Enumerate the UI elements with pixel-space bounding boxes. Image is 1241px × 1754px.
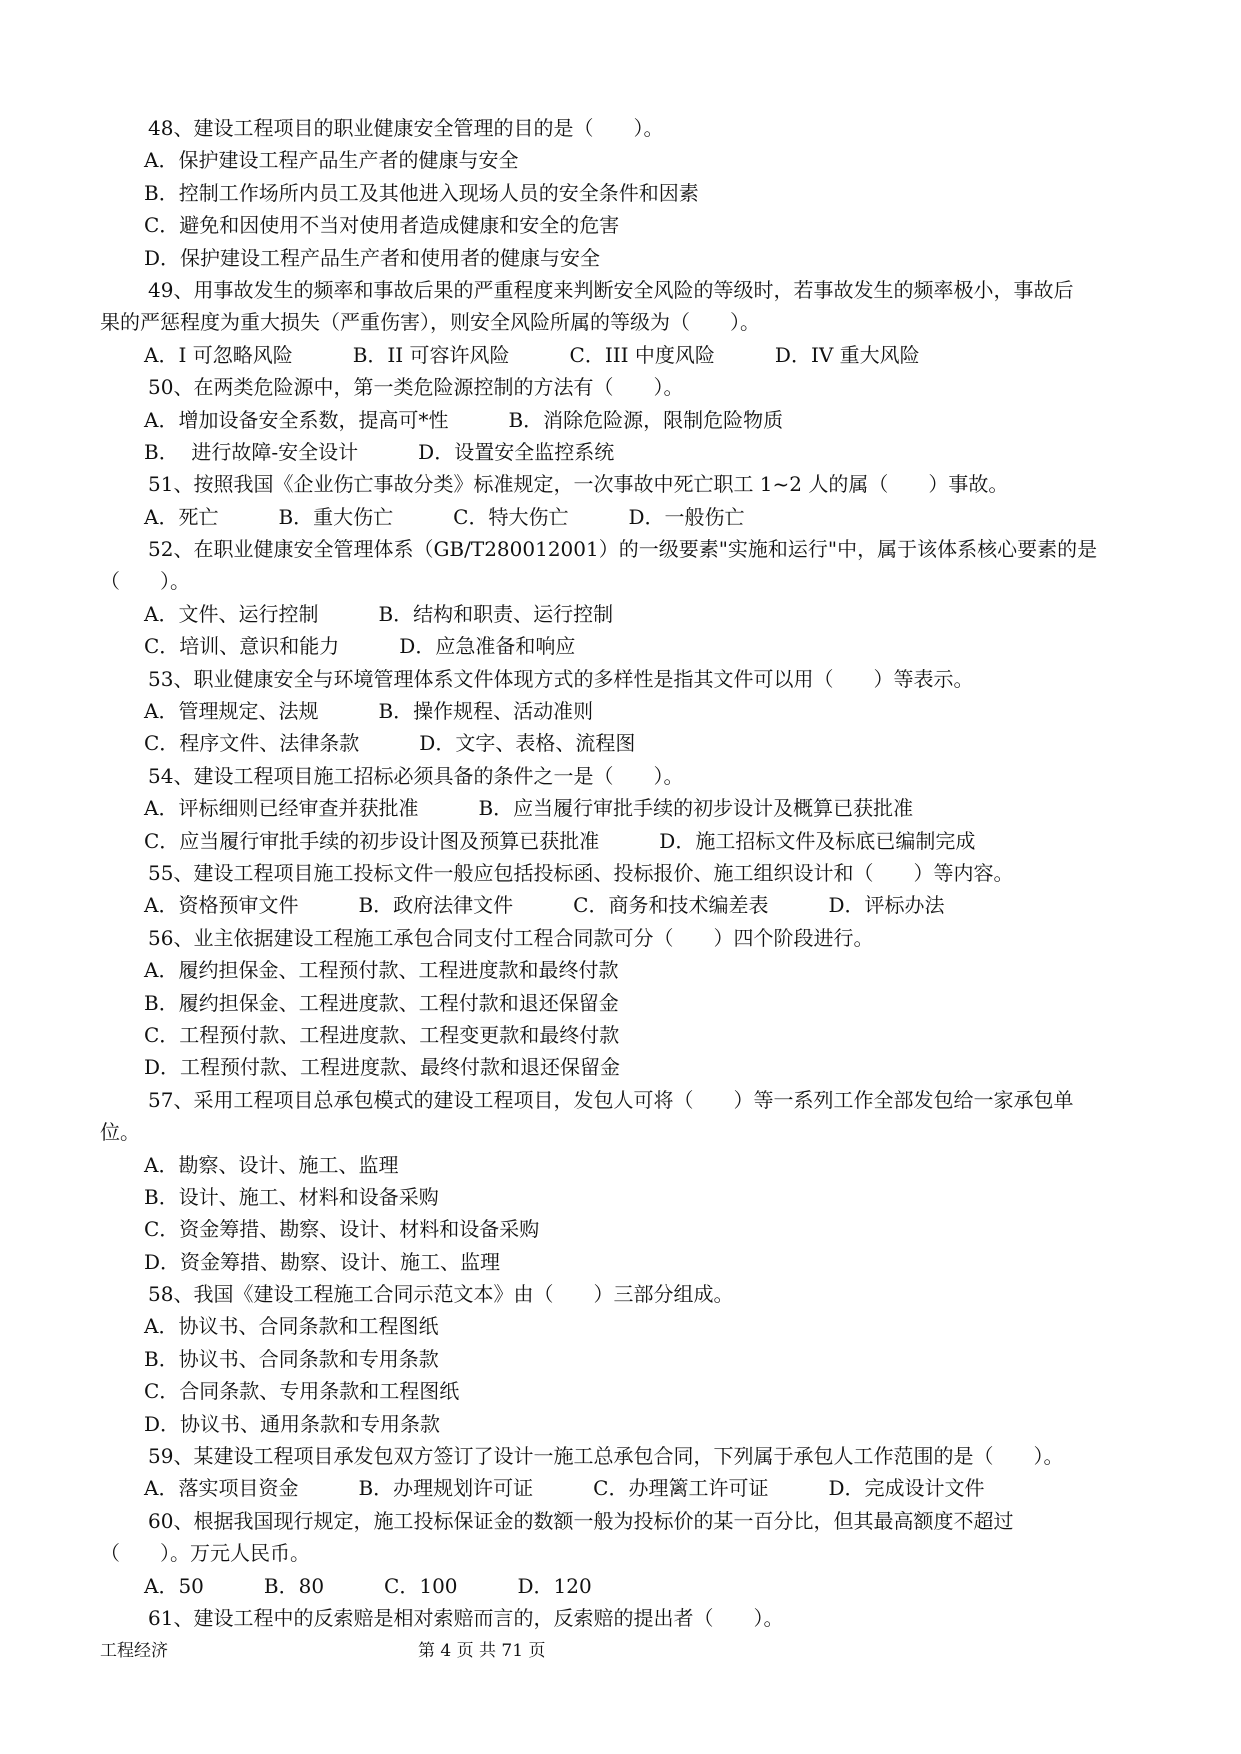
question-text: 60、根据我国现行规定，施工投标保证金的数额一般为投标价的某一百分比，但其最高额度不超过 — [148, 1508, 1014, 1533]
page-number: 第 4 页 共 71 页 — [418, 1641, 546, 1661]
answer-option: A．文件、运行控制 B．结构和职责、运行控制 — [144, 601, 614, 626]
answer-option: A．勘察、设计、施工、监理 — [144, 1152, 399, 1177]
answer-option: B．设计、施工、材料和设备采购 — [144, 1184, 439, 1209]
answer-option: B．控制工作场所内员工及其他进入现场人员的安全条件和因素 — [144, 180, 699, 205]
footer-title: 工程经济 — [100, 1641, 168, 1661]
question-text: 52、在职业健康安全管理体系（GB/T280012001）的一级要素"实施和运行"中，属于该体系核心要素的是 — [148, 537, 1098, 562]
question-text: 51、按照我国《企业伤亡事故分类》标准规定，一次事故中死亡职工 1~2 人的属（ ）事故。 — [148, 472, 1009, 497]
answer-option: A．履约担保金、工程预付款、工程进度款和最终付款 — [144, 958, 619, 983]
answer-option: D．工程预付款、工程进度款、最终付款和退还保留金 — [144, 1055, 621, 1080]
question-text: 57、采用工程项目总承包模式的建设工程项目，发包人可将（ ）等一系列工作全部发包给一家承包单 — [148, 1087, 1074, 1112]
answer-option: C．程序文件、法律条款 D．文字、表格、流程图 — [144, 731, 636, 756]
answer-option: A．I 可忽略风险 B．II 可容许风险 C．III 中度风险 D．IV 重大风险 — [144, 342, 920, 367]
answer-option: A．协议书、合同条款和工程图纸 — [144, 1314, 439, 1339]
question-text: 50、在两类危险源中，第一类危险源控制的方法有（ ）。 — [148, 375, 684, 400]
question-text: 49、用事故发生的频率和事故后果的严重程度来判断安全风险的等级时，若事故发生的频率极小，事故后 — [148, 277, 1074, 302]
answer-option: A．死亡 B．重大伤亡 C．特大伤亡 D．一般伤亡 — [144, 504, 745, 529]
answer-option: C．培训、意识和能力 D．应急准备和响应 — [144, 634, 576, 659]
answer-option: D．协议书、通用条款和专用条款 — [144, 1411, 441, 1436]
answer-option: D．资金筹措、勘察、设计、施工、监理 — [144, 1249, 501, 1274]
question-continuation: 位。 — [100, 1120, 140, 1145]
answer-option: C．避免和因使用不当对使用者造成健康和安全的危害 — [144, 213, 620, 238]
answer-option: C．资金筹措、勘察、设计、材料和设备采购 — [144, 1217, 540, 1242]
answer-option: D．保护建设工程产品生产者和使用者的健康与安全 — [144, 245, 601, 270]
question-text: 54、建设工程项目施工招标必须具备的条件之一是（ ）。 — [148, 763, 684, 788]
question-text: 55、建设工程项目施工投标文件一般应包括投标函、投标报价、施工组织设计和（ ）等内容。 — [148, 860, 1014, 885]
answer-option: B． 进行故障-安全设计 D．设置安全监控系统 — [144, 439, 615, 464]
answer-option: B．协议书、合同条款和专用条款 — [144, 1346, 439, 1371]
question-text: 58、我国《建设工程施工合同示范文本》由（ ）三部分组成。 — [148, 1282, 734, 1307]
answer-option: C．工程预付款、工程进度款、工程变更款和最终付款 — [144, 1022, 620, 1047]
question-text: 59、某建设工程项目承发包双方签订了设计一施工总承包合同，下列属于承包人工作范围的是（ ）。 — [148, 1444, 1064, 1469]
question-text: 53、职业健康安全与环境管理体系文件体现方式的多样性是指其文件可以用（ ）等表示。 — [148, 666, 974, 691]
answer-option: A．评标细则已经审查并获批准 B．应当履行审批手续的初步设计及概算已获批准 — [144, 796, 914, 821]
answer-option: A．资格预审文件 B．政府法律文件 C．商务和技术编差表 D．评标办法 — [144, 893, 945, 918]
answer-option: A．管理规定、法规 B．操作规程、活动准则 — [144, 699, 594, 724]
answer-option: C．应当履行审批手续的初步设计图及预算已获批准 D．施工招标文件及标底已编制完成 — [144, 828, 976, 853]
question-text: 48、建设工程项目的职业健康安全管理的目的是（ ）。 — [148, 116, 664, 140]
answer-option: A．增加设备安全系数，提高可*性 B．消除危险源，限制危险物质 — [144, 407, 784, 432]
answer-option: A．保护建设工程产品生产者的健康与安全 — [144, 148, 519, 173]
answer-option: A．落实项目资金 B．办理规划许可证 C．办理篱工许可证 D．完成设计文件 — [144, 1476, 985, 1501]
answer-option: A．50 B．80 C．100 D．120 — [144, 1573, 592, 1598]
question-list — [100, 112, 1150, 1634]
question-continuation: （ ）。万元人民币。 — [100, 1541, 310, 1566]
question-text: 56、业主依据建设工程施工承包合同支付工程合同款可分（ ）四个阶段进行。 — [148, 925, 874, 950]
answer-option: B．履约担保金、工程进度款、工程付款和退还保留金 — [144, 990, 619, 1015]
question-text: 61、建设工程中的反索赔是相对索赔而言的，反索赔的提出者（ ）。 — [148, 1605, 784, 1630]
page-footer — [100, 1638, 1150, 1664]
question-continuation: （ ）。 — [100, 569, 190, 594]
question-continuation: 果的严惩程度为重大损失（严重伤害），则安全风险所属的等级为（ ）。 — [100, 310, 760, 335]
answer-option: C．合同条款、专用条款和工程图纸 — [144, 1379, 460, 1404]
